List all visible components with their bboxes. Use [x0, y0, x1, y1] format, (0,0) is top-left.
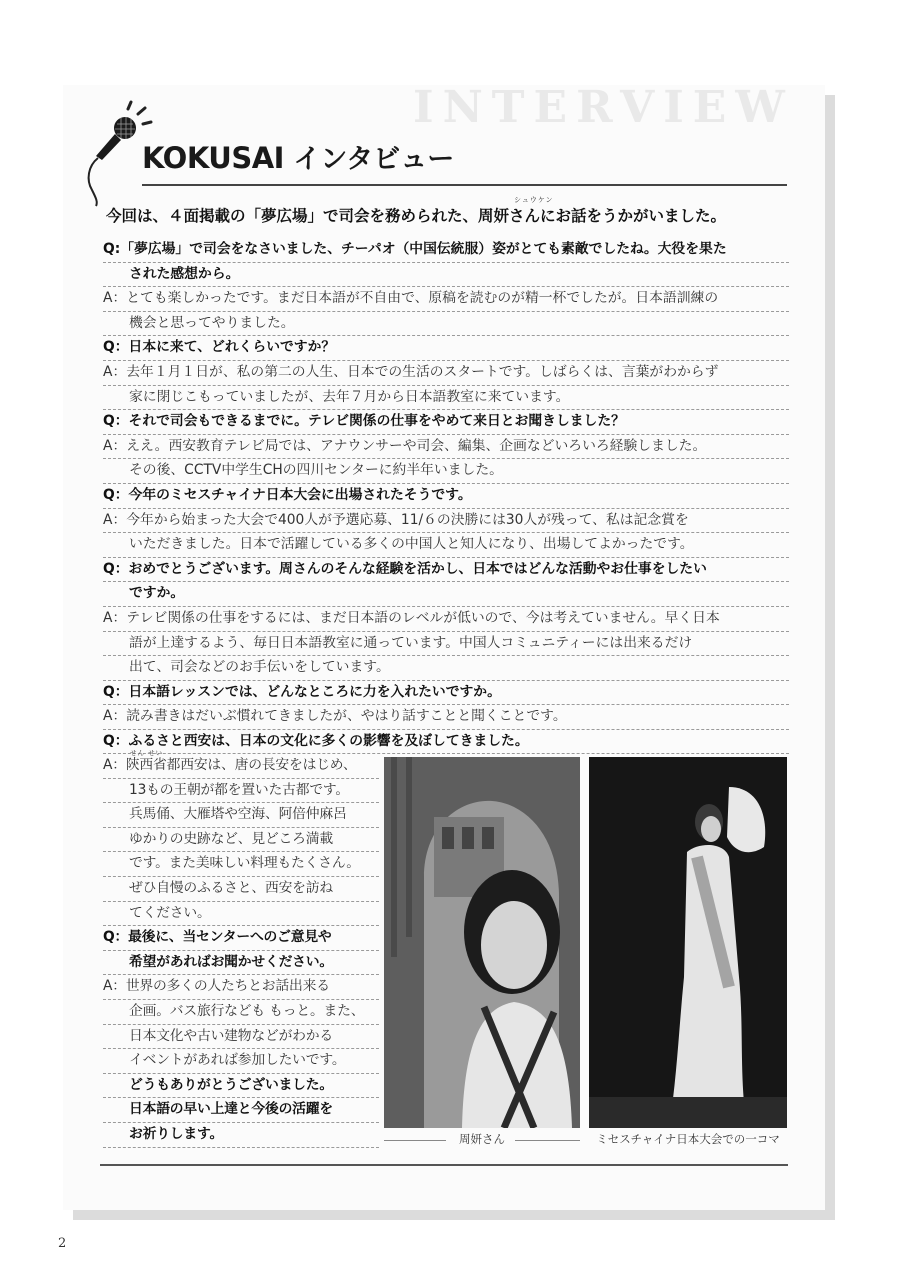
question-line: Q：今年のミセスチャイナ日本大会に出場されたそうです。	[103, 484, 789, 509]
answer-line: 語が上達するよう、毎日日本語教室に通っています。中国人コミュニティーには出来るだけ	[103, 632, 789, 657]
answer-line: てください。	[103, 902, 379, 927]
interview-qa-lower	[103, 754, 379, 1148]
interview-qa	[103, 238, 789, 754]
answer-line: 兵馬俑、大雁塔や空海、阿倍仲麻呂	[103, 803, 379, 828]
bottom-divider	[100, 1164, 788, 1166]
photo-pageant	[589, 757, 787, 1128]
answer-line: A：読み書きはだいぶ慣れてきましたが、やはり話すことと聞くことです。	[103, 705, 789, 730]
question-line: Q：ふるさと西安は、日本の文化に多くの影響を及ぼしてきました。	[103, 730, 789, 755]
title-latin: KOKUSAI	[142, 141, 284, 175]
page-number: 2	[58, 1236, 67, 1251]
answer-line: 企画。バス旅行なども もっと。また、	[103, 1000, 379, 1025]
question-line: ですか。	[103, 582, 789, 607]
question-line: Q：日本に来て、どれくらいですか？	[103, 336, 789, 361]
answer-line: 家に閉じこもっていましたが、去年７月から日本語教室に来ています。	[103, 386, 789, 411]
portrait-image	[384, 757, 580, 1128]
question-line: どうもありがとうございました。	[103, 1074, 379, 1099]
answer-line: A：テレビ関係の仕事をするには、まだ日本語のレベルが低いので、今は考えていません。早く日本	[103, 607, 789, 632]
question-line: された感想から。	[103, 263, 789, 288]
photo-caption-left: 周妍さん	[384, 1131, 580, 1147]
question-line: Q：日本語レッスンでは、どんなところに力を入れたいですか。	[103, 681, 789, 706]
answer-line: ゆかりの史跡など、見どころ満載	[103, 828, 379, 853]
name-ruby: シュウケン	[514, 196, 554, 204]
answer-line: です。また美味しい料理もたくさん。	[103, 852, 379, 877]
question-line: 希望があればお聞かせください。	[103, 951, 379, 976]
answer-line: 13もの王朝が都を置いた古都です。	[103, 779, 379, 804]
answer-line: A：去年１月１日が、私の第二の人生、日本での生活のスタートです。しばらくは、言葉がわからず	[103, 361, 789, 386]
pageant-image	[589, 757, 787, 1128]
question-line: Q：それで司会もできるまでに。テレビ関係の仕事をやめて来日とお聞きしました？	[103, 410, 789, 435]
answer-line: その後、CCTV中学生CHの四川センターに約半年いました。	[103, 459, 789, 484]
photo-portrait	[384, 757, 580, 1128]
answer-line: A：とても楽しかったです。まだ日本語が不自由で、原稿を読むのが精一杯でしたが。日本語訓練の	[103, 287, 789, 312]
question-line: Q：最後に、当センターへのご意見や	[103, 926, 379, 951]
answer-line: いただきました。日本で活躍している多くの中国人と知人になり、出場してよかったです。	[103, 533, 789, 558]
page-title	[142, 137, 454, 176]
interview-watermark: INTERVIEW	[413, 82, 794, 133]
answer-line: 機会と思ってやりました。	[103, 312, 789, 337]
question-line: Q:「夢広場」で司会をなさいました、チーパオ（中国伝統服）姿がとても素敵でしたね。大役を果た	[103, 238, 789, 263]
answer-line: A：世界の多くの人たちとお話出来る	[103, 975, 379, 1000]
photo-caption-right: ミセスチャイナ日本大会での一コマ	[589, 1131, 787, 1147]
question-line: Q：おめでとうございます。周さんのそんな経験を活かし、日本ではどんな活動やお仕事をしたい	[103, 558, 789, 583]
title-kana: インタビュー	[293, 144, 455, 175]
answer-line: A：ええ。西安教育テレビ局では、アナウンサーや司会、編集、企画などいろいろ経験しました。	[103, 435, 789, 460]
answer-line: イベントがあれば参加したいです。	[103, 1049, 379, 1074]
answer-line: 出て、司会などのお手伝いをしています。	[103, 656, 789, 681]
question-line: 日本語の早い上達と今後の活躍を	[103, 1098, 379, 1123]
answer-line: A：今年から始まった大会で400人が予選応募、11/６の決勝には30人が残って、私は記念賞を	[103, 509, 789, 534]
answer-line: ぜひ自慢のふるさと、西安を訪ね	[103, 877, 379, 902]
answer-line: 日本文化や古い建物などがわかる	[103, 1025, 379, 1050]
title-divider	[142, 184, 787, 186]
question-line: お祈りします。	[103, 1123, 379, 1148]
answer-line: A：陝西省都西安は、唐の長安をはじめ、	[103, 754, 379, 779]
intro-text: 今回は、４面掲載の「夢広場」で司会を務められた、周妍さんにお話をうかがいました。	[106, 206, 727, 225]
place-ruby: せん せい	[130, 749, 164, 757]
